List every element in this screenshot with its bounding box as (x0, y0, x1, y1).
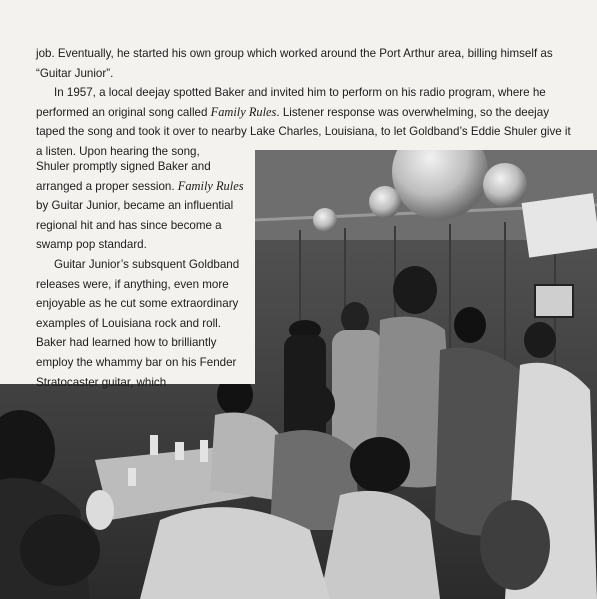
paragraph-2-text-a: In 1957, a local deejay spotted Baker and invited him to perform on his radio program, where he performed an original song called (36, 86, 546, 119)
paragraph-2-continued (36, 157, 251, 255)
paragraph-2-text-b: . Listener response was overwhelming, so the deejay taped the song and took it over to nearby Lake Charles, Louisiana, to let Goldband’s Eddie Shuler give it a listen. Upon hearing the song, (36, 105, 571, 158)
body-text-top (36, 44, 576, 162)
body-text-column (36, 157, 251, 392)
paragraph-2 (36, 83, 576, 161)
column-text-b: by Guitar Junior, became an influential regional hit and has since become a swamp pop standard. (36, 199, 234, 252)
column-text-a: Shuler promptly signed Baker and arranged a proper session. (36, 160, 211, 193)
paragraph-3: Guitar Junior’s subsquent Goldband releases were, if anything, even more enjoyable as he cut some extraordinary examples of Louisiana rock and roll. Baker had learned how to brilliantly employ the whammy bar on his Fender Stratocaster guitar, which (36, 257, 240, 389)
song-title-family-rules-2: Family Rules (177, 178, 244, 193)
song-title-family-rules: Family Rules (210, 104, 277, 119)
paragraph-1: job. Eventually, he started his own group which worked around the Port Arthur area, billing himself as “Guitar Junior”. (36, 47, 553, 80)
